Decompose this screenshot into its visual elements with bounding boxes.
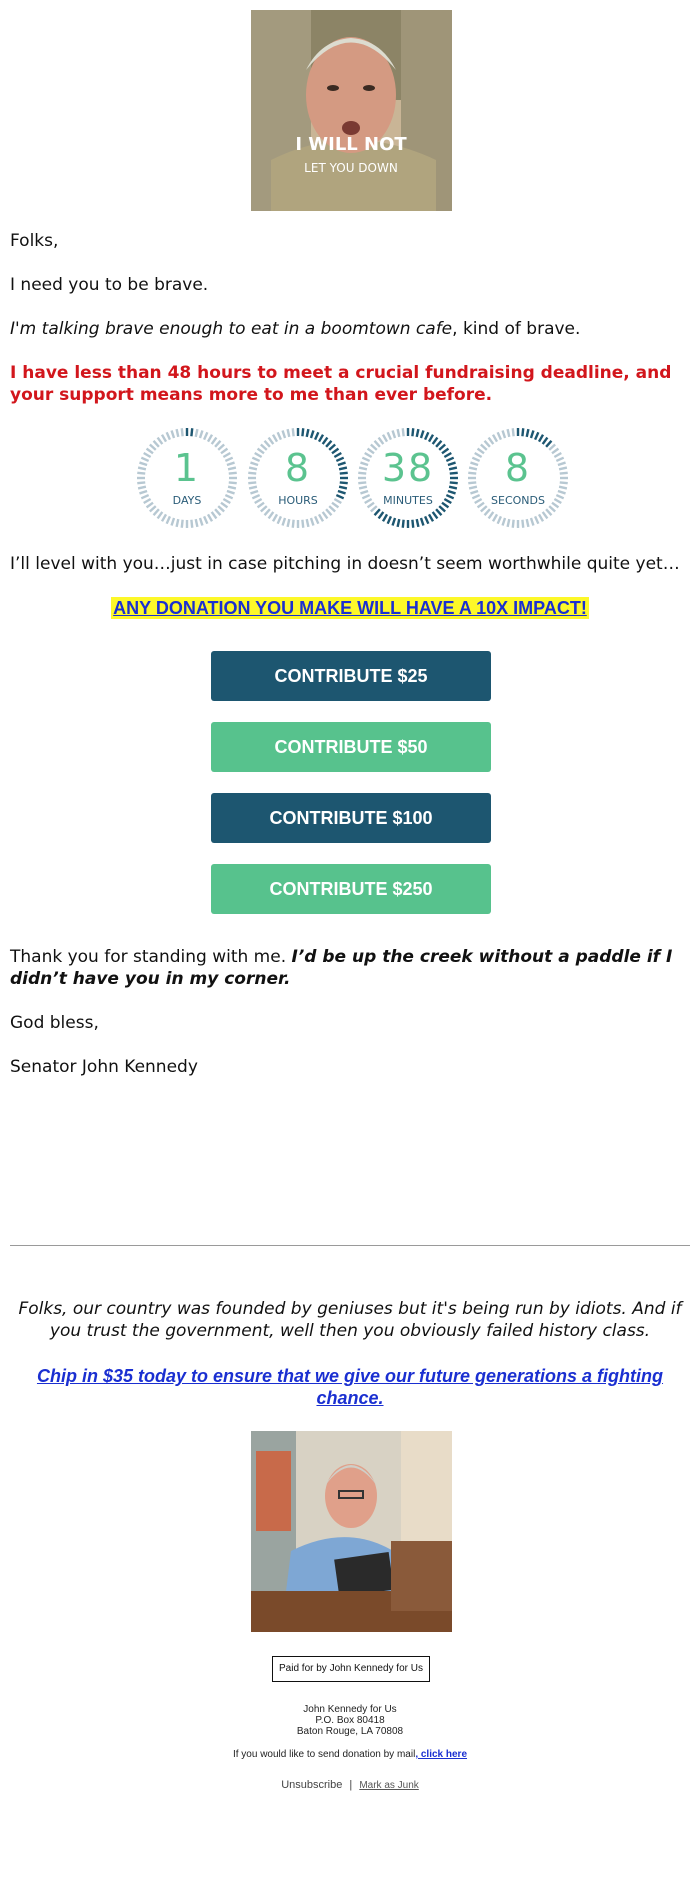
timer-tick bbox=[167, 432, 170, 439]
timer-tick bbox=[493, 435, 497, 442]
mark-as-junk-link[interactable]: Mark as Junk bbox=[359, 1780, 419, 1791]
timer-tick bbox=[398, 429, 400, 437]
thanks-plain: Thank you for standing with me. bbox=[10, 947, 287, 967]
contribute-250-button[interactable]: CONTRIBUTE $250 bbox=[211, 864, 491, 914]
timer-seconds-value: 8 bbox=[504, 446, 532, 490]
timer-hours bbox=[246, 426, 350, 530]
contribute-100-button[interactable]: CONTRIBUTE $100 bbox=[211, 793, 491, 843]
timer-tick bbox=[383, 514, 387, 521]
timer-tick bbox=[535, 432, 538, 439]
timer-tick bbox=[429, 435, 433, 442]
timer-tick bbox=[489, 438, 494, 444]
timer-tick bbox=[508, 429, 510, 437]
timer-tick bbox=[293, 520, 294, 528]
timer-tick bbox=[531, 518, 533, 526]
timer-tick bbox=[513, 520, 514, 528]
timer-tick bbox=[393, 430, 395, 438]
timer-tick bbox=[177, 429, 179, 437]
timer-tick bbox=[508, 519, 510, 527]
timer-tick bbox=[172, 430, 174, 438]
timer-tick bbox=[278, 432, 281, 439]
timer-tick bbox=[493, 514, 497, 521]
timer-tick bbox=[196, 429, 198, 437]
thanks-text bbox=[10, 946, 690, 990]
timer-tick bbox=[269, 512, 274, 518]
timer-tick bbox=[158, 512, 163, 518]
hero-overlay-line2: LET YOU DOWN bbox=[304, 161, 398, 175]
greeting: Folks, bbox=[10, 231, 59, 251]
timer-tick bbox=[208, 514, 212, 521]
timer-tick bbox=[215, 441, 220, 447]
address-line-po-box: P.O. Box 80418 bbox=[315, 1715, 385, 1726]
timer-tick bbox=[429, 514, 433, 521]
timer-tick bbox=[379, 438, 384, 444]
timer-tick bbox=[375, 509, 380, 515]
timer-tick bbox=[436, 509, 441, 515]
timer-tick bbox=[522, 520, 523, 528]
timer-minutes bbox=[356, 426, 460, 530]
timer-tick bbox=[323, 512, 328, 518]
timer-tick bbox=[283, 518, 285, 526]
timer-tick bbox=[212, 438, 217, 444]
footer-quote: Folks, our country was founded by geniuses but it's being run by idiots. And if you trust the government, well then you obviously failed history class. bbox=[18, 1299, 682, 1341]
timer-tick bbox=[403, 428, 404, 436]
chip-in-link[interactable]: Chip in $35 today to ensure that we give our future generations a fighting chance. bbox=[36, 1366, 664, 1408]
timer-tick bbox=[433, 512, 438, 518]
timer-tick bbox=[485, 509, 490, 515]
timer-tick bbox=[398, 519, 400, 527]
timer-tick bbox=[191, 428, 192, 436]
countdown-timer bbox=[0, 426, 700, 536]
timer-tick bbox=[546, 441, 551, 447]
timer-tick bbox=[513, 428, 514, 436]
timer-tick bbox=[269, 438, 274, 444]
timer-tick bbox=[273, 435, 277, 442]
timer-tick bbox=[293, 428, 294, 436]
timer-tick bbox=[425, 516, 428, 523]
timer-seconds-label: SECONDS bbox=[491, 494, 545, 507]
timer-tick bbox=[191, 520, 192, 528]
timer-tick bbox=[307, 429, 309, 437]
timer-tick bbox=[543, 512, 548, 518]
timer-tick bbox=[412, 520, 413, 528]
timer-tick bbox=[421, 518, 423, 526]
timer-tick bbox=[433, 438, 438, 444]
chip-in-container bbox=[30, 1365, 670, 1409]
timer-hours-value: 8 bbox=[284, 446, 312, 490]
timer-tick bbox=[278, 516, 281, 523]
timer-tick bbox=[412, 428, 413, 436]
senator-photo bbox=[251, 1431, 452, 1632]
timer-tick bbox=[436, 441, 441, 447]
timer-tick bbox=[311, 518, 313, 526]
hero-image bbox=[251, 10, 452, 211]
timer-tick bbox=[212, 512, 217, 518]
brave-line: I need you to be brave. bbox=[10, 275, 209, 295]
timer-tick bbox=[383, 435, 387, 442]
timer-tick bbox=[288, 429, 290, 437]
timer-tick bbox=[489, 512, 494, 518]
mail-donation-text bbox=[0, 1749, 700, 1760]
timer-tick bbox=[215, 509, 220, 515]
timer-tick bbox=[417, 429, 419, 437]
timer-tick bbox=[326, 509, 331, 515]
timer-tick bbox=[315, 432, 318, 439]
timer-days-label: DAYS bbox=[172, 494, 202, 507]
timer-tick bbox=[204, 432, 207, 439]
timer-tick bbox=[154, 441, 159, 447]
timer-tick bbox=[543, 438, 548, 444]
timer-tick bbox=[539, 514, 543, 521]
timer-tick bbox=[162, 435, 166, 442]
timer-days bbox=[135, 426, 239, 530]
timer-tick bbox=[393, 518, 395, 526]
timer-tick bbox=[527, 519, 529, 527]
timer-tick bbox=[265, 441, 270, 447]
cafe-rest: , kind of brave. bbox=[452, 319, 581, 339]
timer-tick bbox=[319, 514, 323, 521]
timer-tick bbox=[167, 516, 170, 523]
mail-donation-link[interactable]: , click here bbox=[415, 1749, 468, 1760]
timer-seconds bbox=[466, 426, 570, 530]
timer-hours-label: HOURS bbox=[278, 494, 318, 507]
contribute-25-button[interactable]: CONTRIBUTE $25 bbox=[211, 651, 491, 701]
cafe-italic: I'm talking brave enough to eat in a boomtown cafe bbox=[10, 319, 453, 339]
timer-tick bbox=[388, 432, 391, 439]
mailing-address bbox=[0, 1704, 700, 1737]
mail-donation-label: If you would like to send donation by mail bbox=[232, 1749, 416, 1760]
contribute-50-button[interactable]: CONTRIBUTE $50 bbox=[211, 722, 491, 772]
footer-divider bbox=[10, 1245, 690, 1246]
thanks-bold: I’d be up the creek without a paddle if I didn’t have you in my corner. bbox=[10, 947, 673, 989]
timer-tick bbox=[503, 518, 505, 526]
timer-tick bbox=[421, 430, 423, 438]
timer-tick bbox=[535, 516, 538, 523]
timer-tick bbox=[158, 438, 163, 444]
unsubscribe-row bbox=[0, 1779, 700, 1791]
unsubscribe-link[interactable]: Unsubscribe bbox=[281, 1779, 343, 1791]
closing-text: God bless, bbox=[10, 1013, 99, 1033]
timer-tick bbox=[326, 441, 331, 447]
timer-tick bbox=[417, 519, 419, 527]
timer-tick bbox=[546, 509, 551, 515]
timer-tick bbox=[379, 512, 384, 518]
timer-tick bbox=[388, 516, 391, 523]
timer-tick bbox=[315, 516, 318, 523]
timer-tick bbox=[522, 428, 523, 436]
timer-tick bbox=[172, 518, 174, 526]
timer-tick bbox=[498, 516, 501, 523]
timer-tick bbox=[208, 435, 212, 442]
signature: Senator John Kennedy bbox=[10, 1057, 198, 1077]
timer-minutes-label: MINUTES bbox=[383, 494, 433, 507]
timer-tick bbox=[319, 435, 323, 442]
hero-overlay-line1: I WILL NOT bbox=[295, 134, 407, 155]
address-line-city: Baton Rouge, LA 70808 bbox=[296, 1726, 404, 1737]
impact-link[interactable]: ANY DONATION YOU MAKE WILL HAVE A 10X IMPACT! bbox=[113, 598, 587, 618]
timer-tick bbox=[200, 518, 202, 526]
footer-separator: | bbox=[349, 1779, 353, 1791]
timer-minutes-value: 38 bbox=[381, 446, 435, 490]
timer-tick bbox=[162, 514, 166, 521]
timer-tick bbox=[307, 519, 309, 527]
timer-tick bbox=[527, 429, 529, 437]
cafe-line bbox=[10, 318, 690, 340]
level-with-you-text: I’ll level with you…just in case pitching in doesn’t seem worthwhile quite yet… bbox=[10, 554, 680, 574]
timer-tick bbox=[425, 432, 428, 439]
timer-tick bbox=[323, 438, 328, 444]
timer-tick bbox=[204, 516, 207, 523]
timer-tick bbox=[539, 435, 543, 442]
timer-tick bbox=[182, 520, 183, 528]
timer-tick bbox=[531, 430, 533, 438]
timer-tick bbox=[200, 430, 202, 438]
timer-tick bbox=[283, 430, 285, 438]
timer-days-value: 1 bbox=[173, 446, 201, 490]
timer-tick bbox=[302, 428, 303, 436]
timer-tick bbox=[503, 430, 505, 438]
timer-tick bbox=[154, 509, 159, 515]
timer-tick bbox=[182, 428, 183, 436]
paid-for-disclaimer: Paid for by John Kennedy for Us bbox=[272, 1656, 430, 1682]
timer-tick bbox=[311, 430, 313, 438]
timer-tick bbox=[177, 519, 179, 527]
address-line-name: John Kennedy for Us bbox=[303, 1704, 397, 1715]
timer-tick bbox=[498, 432, 501, 439]
timer-tick bbox=[265, 509, 270, 515]
timer-tick bbox=[375, 441, 380, 447]
urgent-deadline-text: I have less than 48 hours to meet a crucial fundraising deadline, and your support means more to me than ever before. bbox=[10, 363, 672, 405]
timer-tick bbox=[485, 441, 490, 447]
impact-highlight bbox=[0, 598, 700, 619]
timer-tick bbox=[403, 520, 404, 528]
timer-tick bbox=[302, 520, 303, 528]
timer-tick bbox=[196, 519, 198, 527]
timer-tick bbox=[288, 519, 290, 527]
timer-tick bbox=[273, 514, 277, 521]
